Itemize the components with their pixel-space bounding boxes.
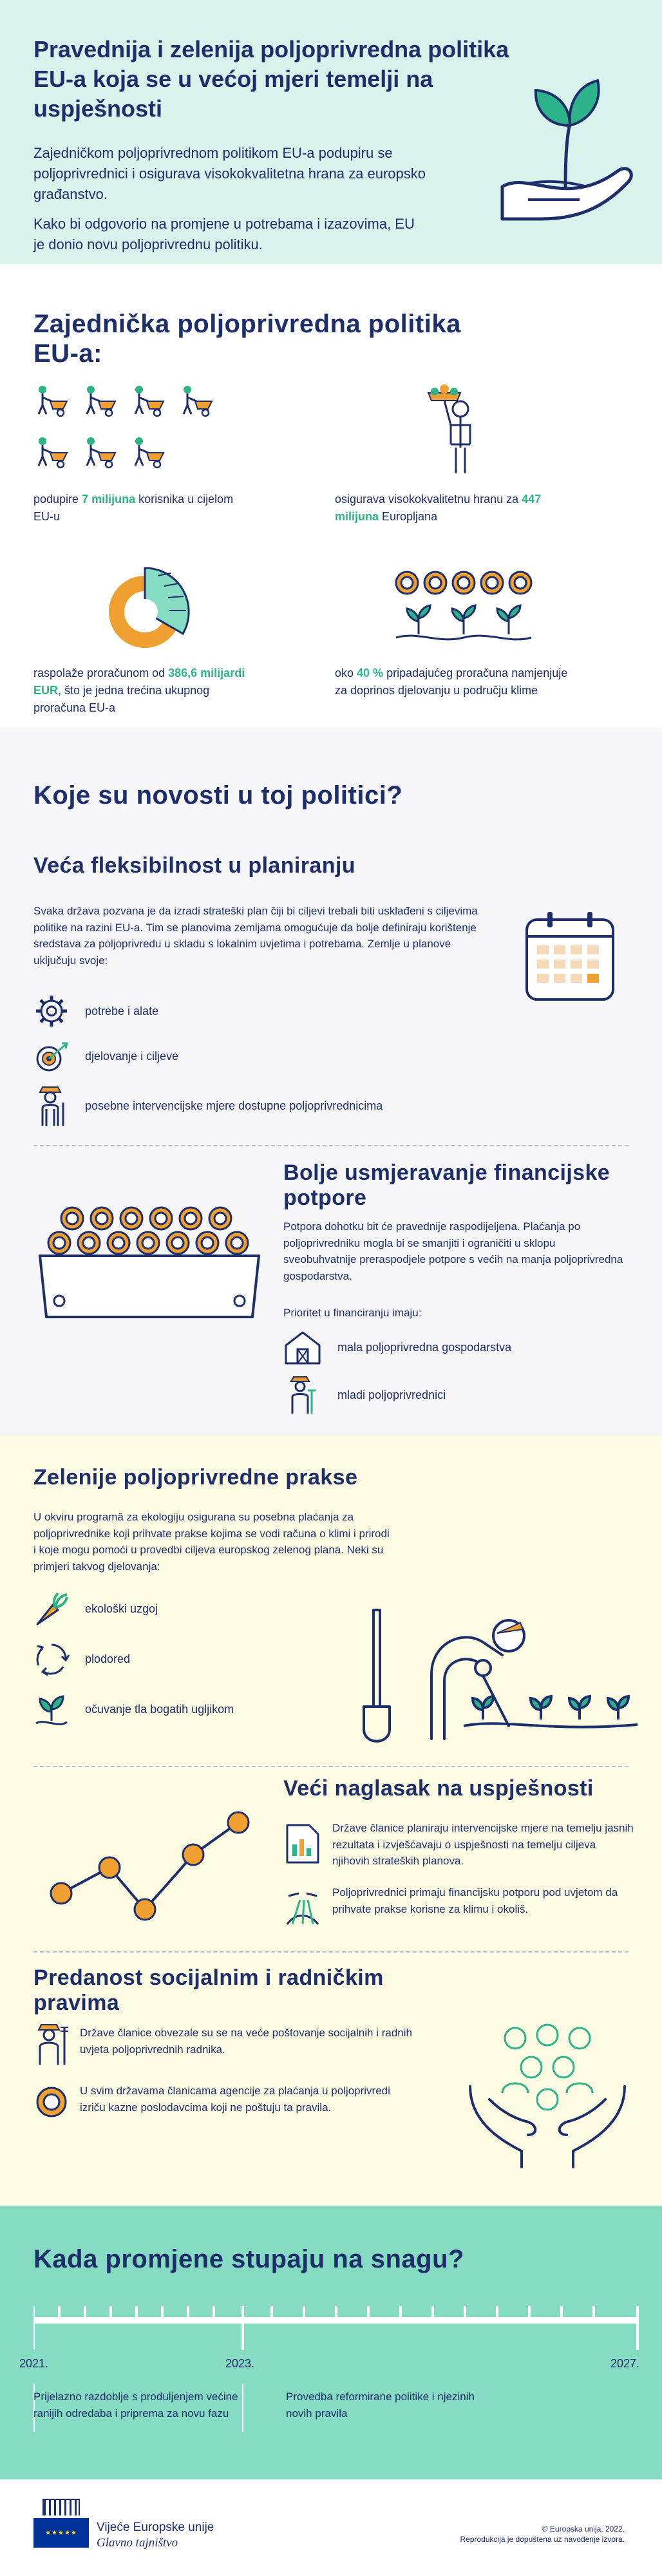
carrot-icon	[33, 1591, 70, 1627]
coin-icon	[33, 2084, 70, 2120]
flex-title: Veća fleksibilnost u planiranju	[33, 853, 355, 878]
news-title: Koje su novosti u toj politici?	[33, 781, 403, 810]
fin-item-1: mala poljoprivredna gospodarstva	[283, 1330, 511, 1365]
cap-title: Zajednička poljoprivredna politika EU-a:	[33, 310, 461, 368]
divider-3	[33, 1951, 629, 1953]
news-section	[0, 728, 662, 1436]
phase-divider-2	[242, 2383, 243, 2432]
timeline-title: Kada promjene stupaju na snagu?	[33, 2245, 464, 2273]
perf-title: Veći naglasak na uspješnosti	[283, 1776, 594, 1801]
coins-and-sprouts-icon	[393, 570, 534, 647]
timeline-section	[0, 2206, 662, 2479]
footer-section	[0, 2479, 662, 2576]
page-title: Pravednija i zelenija poljoprivredna politika EU-a koja se u većoj mjeri temelji na uspješnosti	[33, 36, 509, 122]
green-item-1: ekološki uzgoj	[33, 1591, 158, 1627]
year-2021: 2021.	[19, 2357, 49, 2370]
social-title: Predanost socijalnim i radničkim pravima	[33, 1965, 384, 2016]
stat-climate: oko 40 % pripadajućeg proračuna namjenjuje za doprinos djelovanju u području klime	[335, 667, 568, 697]
budget-donut-chart	[100, 560, 196, 657]
green-section	[0, 1436, 662, 2206]
org-sub: Glavno tajništvo	[97, 2536, 178, 2550]
flex-item-1: potrebe i alate	[33, 993, 158, 1029]
worker-icon	[33, 2021, 70, 2066]
social-item-1: Države članice obvezale su se na veće poštovanje socijalnih i radnih uvjeta poljoprivrednih radnika.	[80, 2027, 412, 2056]
phase-1: Prijelazno razdoblje s produljenjem većine ranijih odredaba i pripremа za novu fazu	[33, 2391, 238, 2420]
hands-with-people-icon	[464, 2009, 631, 2170]
eu-flag-icon: ★★★★★	[33, 2518, 89, 2548]
farmers-with-wheelbarrow-icon	[33, 380, 227, 483]
timeline-axis	[33, 2304, 639, 2355]
progress-network-icon	[45, 1797, 258, 1926]
copyright: © Europska unija, 2022.	[542, 2524, 625, 2533]
coins-on-tray-icon	[33, 1204, 265, 1333]
stat-europeans: osigurava visokokvalitetnu hranu za 447 milijuna Europljana	[335, 493, 542, 523]
stat-beneficiaries: podupire 7 milijuna korisnika u cijelom EU-u	[33, 493, 234, 523]
hero-section	[0, 0, 662, 264]
stat-budget: raspolaže proračunom od 386,6 milijardi EUR, što je jedna trećina ukupnog proračuna EU-a	[33, 667, 245, 714]
person-with-food-icon	[412, 380, 489, 477]
fin-title: Bolje usmjeravanje financijske potpore	[283, 1160, 610, 1211]
year-2023: 2023.	[225, 2357, 255, 2370]
council-logo	[33, 2499, 89, 2548]
green-text: U okviru programâ za ekologiju osigurana su posebna plaćanja za poljoprivrednike koji prihvate prakse kojima se vodi računa o klimi i prirodi i koje mogu pomoći u provedbi ciljeva europskog zelenog plana. Neki su primjeri takvog djelovanja:	[33, 1511, 390, 1573]
rotation-cycle-icon	[33, 1641, 70, 1677]
target-icon	[33, 1038, 70, 1074]
fin-priority: Prioritet u financiranju imaju:	[283, 1307, 422, 1319]
fin-item-2: mladi poljoprivrednici	[283, 1375, 446, 1415]
calendar-icon	[522, 908, 618, 1005]
phase-2: Provedba reformirane politike i njezinih novih pravila	[286, 2391, 475, 2420]
gear-icon	[33, 993, 70, 1029]
hero-intro-2: Kako bi odgovorio na promjene u potrebama i izazovima, EU je donio novu poljoprivrednu politiku.	[33, 216, 415, 252]
divider-2	[33, 1766, 629, 1767]
report-document-icon	[283, 1823, 322, 1865]
org-name: Vijeće Europske unije	[97, 2521, 214, 2534]
flex-item-2: djelovanje i ciljeve	[33, 1038, 178, 1074]
social-item-2: U svim državama članicama agencije za plaćanja u poljoprivredi izriču kazne poslodavcima koji ne poštuju ta pravila.	[80, 2085, 390, 2114]
fin-text: Potpora dohotku bit će pravednije raspodijeljena. Plaćanja po poljoprivredniku mogla bi se smanjiti i ograničiti u sklopu sveobuhvatnije preraspodjele potpore s većih na manja poljoprivredna gospodarstva.	[283, 1220, 623, 1282]
divider-1	[33, 1145, 629, 1146]
young-farmer-icon	[283, 1375, 322, 1415]
year-2027: 2027.	[610, 2357, 640, 2370]
flex-text: Svaka država pozvana je da izradi strateški plan čiji bi ciljevi trebali biti usklađeni s ciljevima politike na razini EU-a. Tim se planovima zemljama omogućuje da bolje definiraju korištenje sredstava za poljoprivredu u skladu s lokalnim uvjetima i potrebama. Zemlje u planove uključuju svoje:	[33, 905, 478, 967]
perf-item-1: Države članice planiraju intervencijske mjere na temelju jasnih rezultata i izvješćavaju o uspješnosti na temelju ciljeva njihovih strateških planova.	[332, 1822, 634, 1867]
perf-item-2: Poljoprivrednici primaju financijsku potporu pod uvjetom da prihvate prakse korisne za klimu i okoliš.	[332, 1886, 618, 1915]
green-item-2: plodored	[33, 1641, 130, 1677]
sprout-in-hand-icon	[489, 74, 641, 232]
green-title: Zelenije poljoprivredne prakse	[33, 1465, 358, 1490]
reproduction-note: Reprodukcija je dopuštena uz navođenje izvora.	[460, 2535, 625, 2544]
tractor-field-icon	[283, 1887, 322, 1929]
flex-item-3: posebne intervencijske mjere dostupne poljoprivrednicima	[33, 1083, 383, 1128]
hero-intro-1: Zajedničkom poljoprivrednom politikom EU-a podupiru se poljoprivrednici i osigurava visokokvalitetna hrana za europsko građanstvo.	[33, 145, 426, 202]
cap-section	[0, 264, 662, 728]
farmhouse-icon	[283, 1330, 322, 1365]
farmer-icon	[33, 1083, 70, 1128]
green-item-3: očuvanje tla bogatih ugljikom	[33, 1691, 234, 1727]
soil-sprout-icon	[33, 1691, 70, 1727]
farmer-planting-icon	[354, 1597, 638, 1752]
